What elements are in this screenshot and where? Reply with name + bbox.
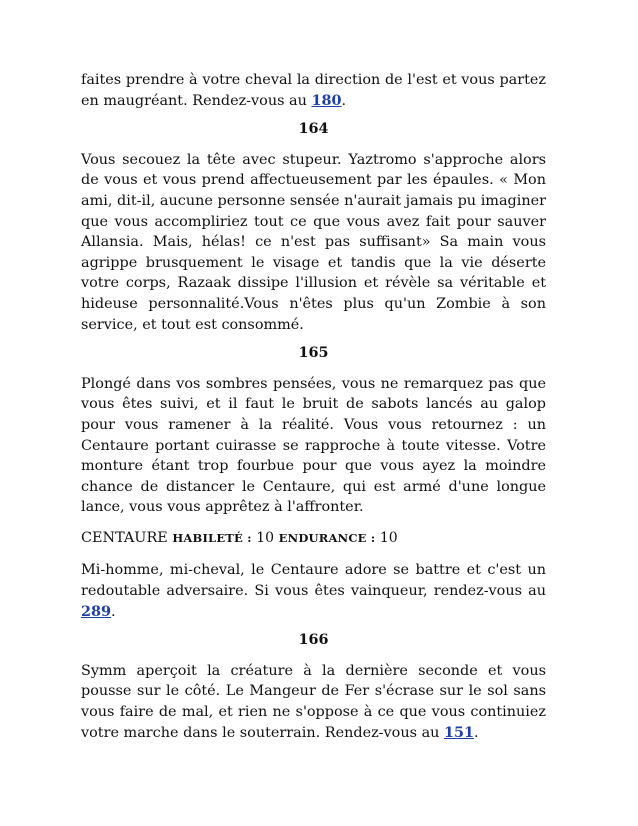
punctuation: . [474,724,479,741]
creature-name: CENTAURE [81,529,168,546]
paragraph-text: Symm aperçoit la créature à la dernière seconde et vous pousse sur le côté. Le Mangeur de Fer s'écrase sur le sol sans vous faire de mal, et rien ne s'oppose à ce que vous continuiez votre marche dans le souterrain. Rendez-vous au [81,662,546,741]
paragraph-continuation [81,70,546,111]
paragraph-text: Mi-homme, mi-cheval, le Centaure adore se battre et c'est un redoutable adversaire. Si vous êtes vainqueur, rendez-vous au [81,562,546,600]
section-number-166: 166 [298,631,329,649]
punctuation: . [341,92,347,109]
book-page [81,70,546,743]
paragraph-text: faites prendre à votre cheval la direction de l'est et vous partez en maugréant. Rendez-vous au [81,72,546,109]
skill-label: HABILETÉ : [172,530,252,545]
section-link-180[interactable]: 180 [311,91,342,109]
section-link-289[interactable]: 289 [81,602,112,620]
section-link-151[interactable]: 151 [444,723,475,741]
punctuation: . [111,603,116,620]
skill-value: 10 [256,529,275,546]
endurance-label: ENDURANCE : [278,530,376,545]
section-number-164: 164 [298,120,329,138]
creature-stats [81,528,546,549]
section-number-165: 165 [298,344,329,362]
endurance-value: 10 [379,529,398,546]
paragraph-165-outcome [81,560,546,622]
paragraph-165: Plongé dans vos sombres pensées, vous ne remarquez pas que vous êtes suivi, et il faut le bruit de sabots lancés au galop pour vous ramener à la réalité. Vous vous retournez : un Centaure portant cuirasse se rapproche à toute vitesse. Votre monture étant trop fourbue pour que vous ayez la moindre chance de distancer le Centaure, qui est armé d'une longue lance, vous vous apprêtez à l'affronter. [81,375,546,516]
paragraph-164: Vous secouez la tête avec stupeur. Yaztromo s'approche alors de vous et vous prend affectueusement par les épaules. « Mon ami, dit-il, aucune personne sensée n'aurait jamais pu imaginer que vous accompliriez tout ce que vous avez fait pour sauver Allansia. Mais, hélas! ce n'est pas suffisant» Sa main vous agrippe brusquement le visage et tandis que la vie déserte votre corps, Razaak dissipe l'illusion et révèle sa véritable et hideuse personnalité.Vous n'êtes plus qu'un Zombie à son service, et tout est consommé. [81,151,546,333]
paragraph-166 [81,661,546,743]
